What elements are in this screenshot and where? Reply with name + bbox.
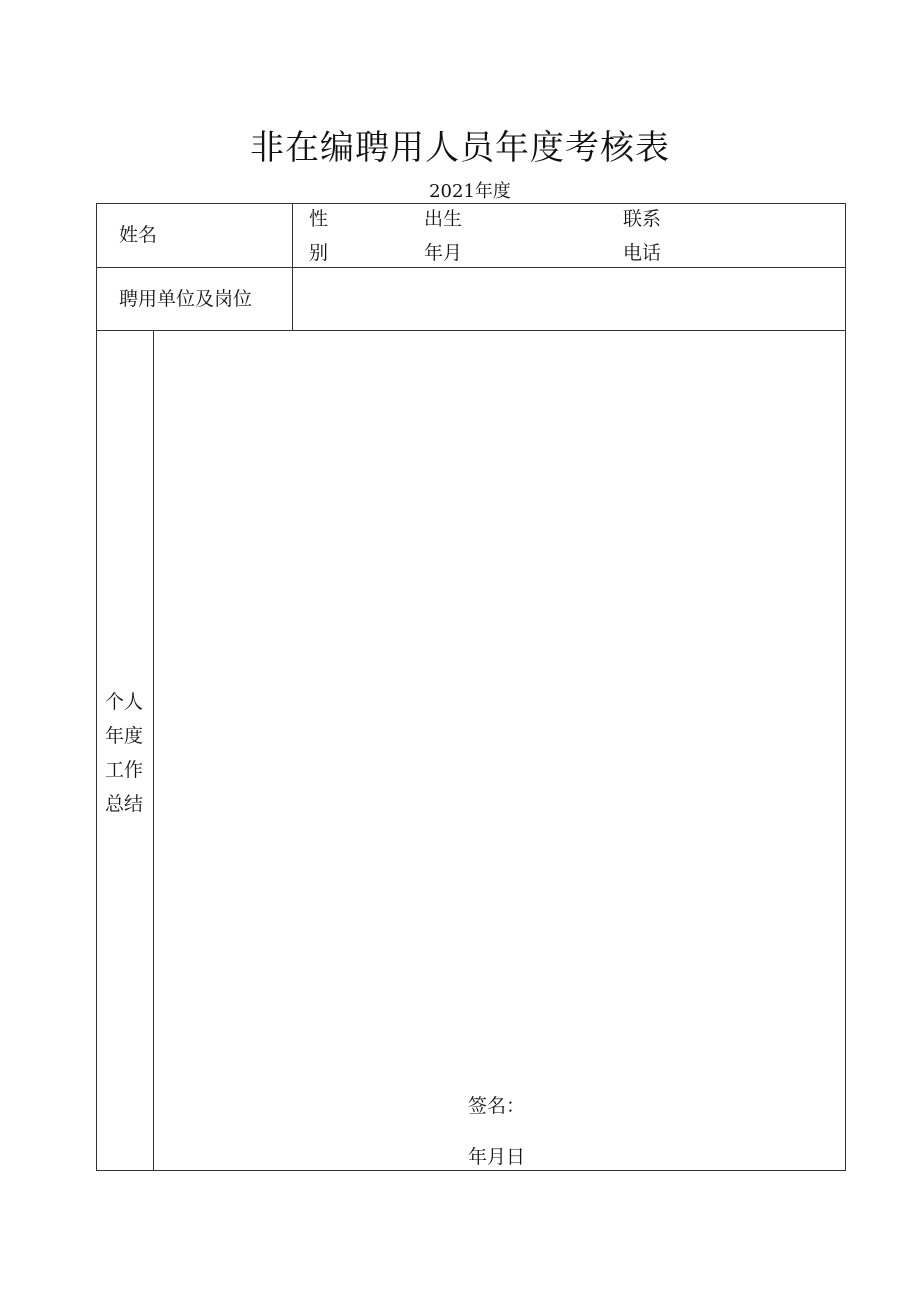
- signature-label: 签名：: [468, 1095, 526, 1117]
- year-label: 2021年度: [429, 181, 511, 202]
- assessment-form-table: [96, 203, 846, 1171]
- phone-label-bottom: 电话: [623, 242, 662, 264]
- birth-label-bottom: 年月: [424, 242, 463, 264]
- form-title: 非在编聘用人员年度考核表: [250, 128, 670, 168]
- summary-label: [105, 685, 143, 821]
- summary-label-line: 总结: [105, 793, 144, 815]
- row-divider-2: [97, 330, 845, 331]
- summary-label-line: 个人: [105, 691, 144, 713]
- birth-label-top: 出生: [424, 208, 463, 230]
- row-divider-1: [97, 267, 845, 268]
- date-label: 年月日: [468, 1146, 526, 1168]
- summary-label-line: 工作: [105, 759, 144, 781]
- summary-label-line: 年度: [105, 725, 144, 747]
- phone-label-top: 联系: [623, 208, 662, 230]
- unit-position-label: 聘用单位及岗位: [119, 288, 253, 310]
- col-divider-labels: [292, 204, 293, 330]
- gender-label-bottom: 别: [309, 242, 329, 264]
- col-divider-summary: [153, 330, 154, 1170]
- name-label: 姓名: [119, 224, 158, 246]
- gender-label-top: 性: [309, 208, 329, 230]
